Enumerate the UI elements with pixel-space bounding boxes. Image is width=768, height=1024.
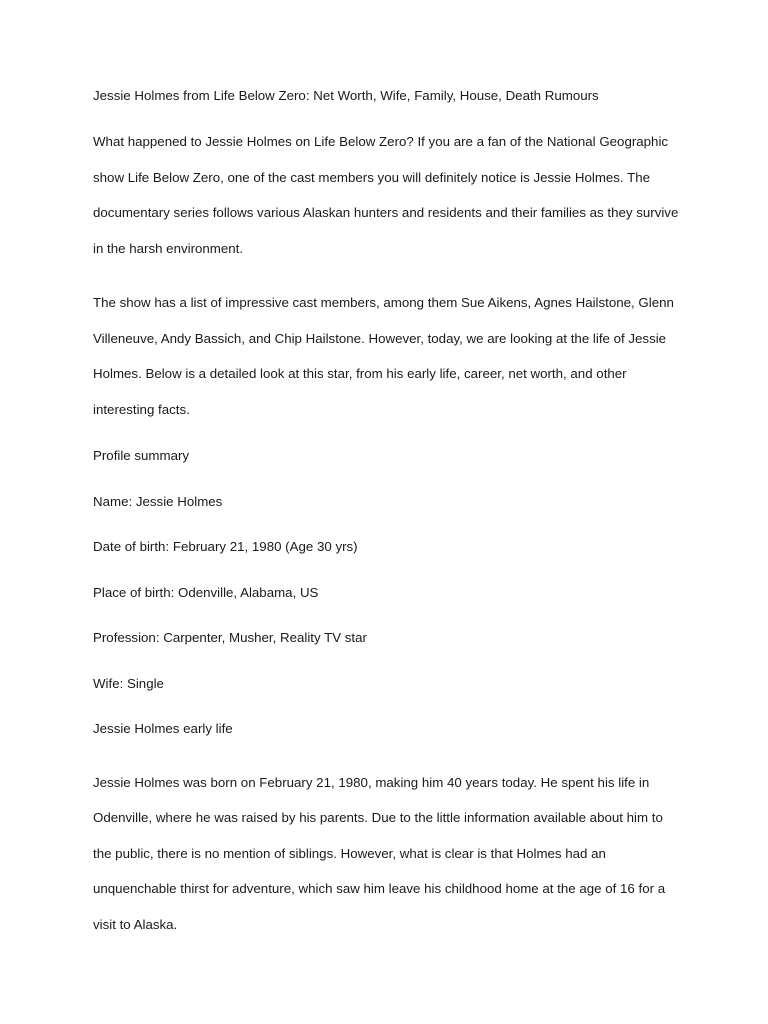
early-life-heading: Jessie Holmes early life (93, 721, 233, 736)
profile-date-of-birth: Date of birth: February 21, 1980 (Age 30 yrs) (93, 539, 358, 554)
early-life-paragraph: Jessie Holmes was born on February 21, 1980, making him 40 years today. He spent his life in Odenville, where he was raised by his parents. Due to the little information available about him to the public, there is no mention of siblings. However, what is clear is that Holmes had an unquenchable thirst for adventure, which saw him leave his childhood home at the age of 16 for a visit to Alaska. (93, 774, 666, 932)
profile-wife: Wife: Single (93, 675, 164, 691)
profile-profession: Profession: Carpenter, Musher, Reality TV star (93, 630, 367, 645)
cast-paragraph: The show has a list of impressive cast members, among them Sue Aikens, Agnes Hailstone, Glenn Villeneuve, Andy Bassich, and Chip Hailstone. However, today, we are looking at the life of Jessie Holmes. Below is a detailed look at this star, from his early life, career, net worth, and other interesting facts. (93, 295, 674, 417)
profile-place-of-birth: Place of birth: Odenville, Alabama, US (93, 584, 319, 600)
document-body (93, 86, 683, 942)
intro-paragraph: What happened to Jessie Holmes on Life Below Zero? If you are a fan of the National Geographic show Life Below Zero, one of the cast members you will definitely notice is Jessie Holmes. The documentary series follows various Alaskan hunters and residents and their families as they survive in the harsh environment. (93, 134, 679, 256)
profile-summary-heading: Profile summary (93, 448, 190, 463)
profile-name: Name: Jessie Holmes (93, 493, 223, 509)
document-title: Jessie Holmes from Life Below Zero: Net Worth, Wife, Family, House, Death Rumours (93, 88, 599, 103)
